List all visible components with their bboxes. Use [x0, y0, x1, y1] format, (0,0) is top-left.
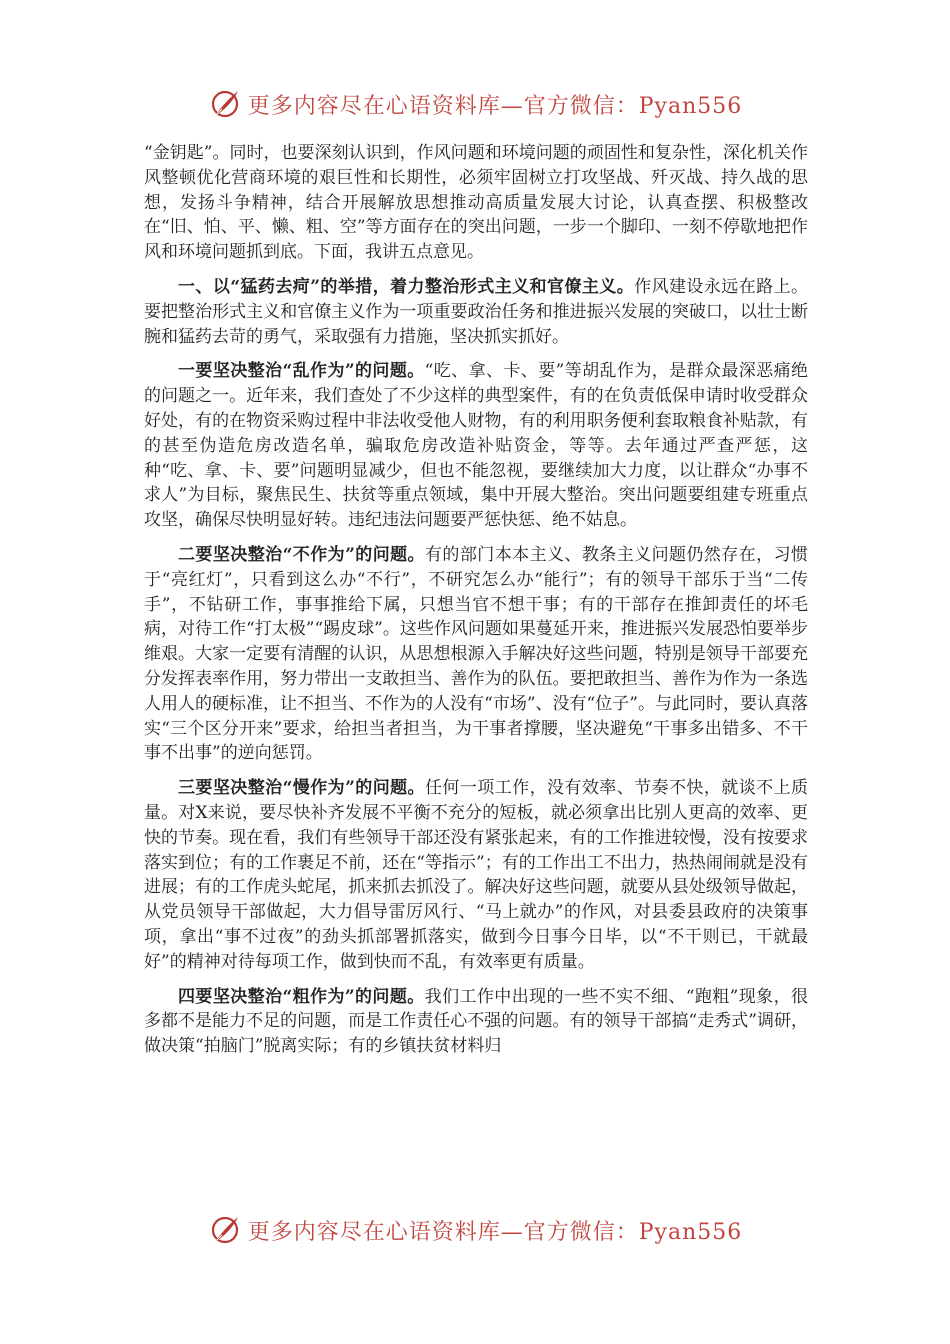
quill-pen-logo-icon [208, 1213, 242, 1247]
paragraph-body: 有的部门本本主义、教条主义问题仍然存在，习惯于“亮红灯”，只看到这么办“不行”，不研究怎么办“能行”；有的领导干部乐于当“二传手”，不钻研工作，事事推给下属，只想当官不想干事；有的干部存在推卸责任的坏毛病，对待工作“打太极”“踢皮球”。这些作风问题如果蔓延开来，推进振兴发展恐怕要举步维艰。大家一定要有清醒的认识，从思想根源入手解决好这些问题，特别是领导干部要充分发挥表率作用，努力带出一支敢担当、善作为的队伍。要把敢担当、善作为作为一条选人用人的硬标准，让不担当、不作为的人没有“市场”、没有“位子”。与此同时，要认真落实“三个区分开来”要求，给担当者担当，为干事者撑腰，坚决避免“干事多出错多、不干事不出事”的逆向惩罚。 [144, 544, 809, 764]
paragraph-2 [144, 359, 808, 533]
quill-pen-logo-icon [208, 87, 242, 121]
paragraph-heading: 二要坚决整治“不作为”的问题。 [178, 544, 425, 565]
paragraph-heading: 一、以“猛药去疴”的举措，着力整治形式主义和官僚主义。 [178, 276, 635, 297]
paragraph-heading: 三要坚决整治“慢作为”的问题。 [178, 778, 425, 799]
paragraph-3 [144, 543, 808, 766]
paragraph-0 [144, 141, 808, 265]
document-body [144, 141, 808, 1069]
header-watermark-text: 更多内容尽在心语资料库—官方微信：Pyan556 [247, 93, 743, 119]
header-watermark-banner [0, 82, 950, 126]
footer-watermark-text: 更多内容尽在心语资料库—官方微信：Pyan556 [247, 1219, 743, 1245]
paragraph-1 [144, 275, 808, 349]
paragraph-body: 我们工作中出现的一些不实不细、“跑粗”现象，很多都不是能力不足的问题，而是工作责任心不强的问题。有的领导干部搞“走秀式”调研，做决策“拍脑门”脱离实际；有的乡镇扶贫材料归 [144, 986, 808, 1057]
paragraph-body: “金钥匙”。同时，也要深刻认识到，作风问题和环境问题的顽固性和复杂性，深化机关作风整顿优化营商环境的艰巨性和长期性，必须牢固树立打攻坚战、歼灭战、持久战的思想，发扬斗争精神，结合开展解放思想推动高质量发展大讨论，认真查摆、积极整改在“旧、怕、平、懒、粗、空”等方面存在的突出问题，一步一个脚印、一刻不停歇地把作风和环境问题抓到底。下面，我讲五点意见。 [144, 143, 808, 263]
paragraph-5 [144, 985, 808, 1059]
paragraph-body: “吃、拿、卡、要”等胡乱作为，是群众最深恶痛绝的问题之一。近年来，我们查处了不少这样的典型案件，有的在负责低保申请时收受群众好处，有的在物资采购过程中非法收受他人财物，有的利用职务便利套取粮食补贴款，有的甚至伪造危房改造名单，骗取危房改造补贴资金，等等。去年通过严查严惩，这种“吃、拿、卡、要”问题明显减少，但也不能忽视，要继续加大力度，以让群众“办事不求人”为目标，聚焦民生、扶贫等重点领域，集中开展大整治。突出问题要组建专班重点攻坚，确保尽快明显好转。违纪违法问题要严惩快惩、绝不姑息。 [144, 361, 808, 531]
footer-watermark-banner [0, 1208, 950, 1252]
paragraph-4 [144, 776, 808, 974]
paragraph-heading: 一要坚决整治“乱作为”的问题。 [178, 361, 425, 382]
paragraph-body: 任何一项工作，没有效率、节奏不快，就谈不上质量。对X来说，要尽快补齐发展不平衡不充分的短板，就必须拿出比别人更高的效率、更快的节奏。现在看，我们有些领导干部还没有紧张起来，有的工作推进较慢，没有按要求落实到位；有的工作裹足不前，还在“等指示”；有的工作出工不出力，热热闹闹就是没有进展；有的工作虎头蛇尾，抓来抓去抓没了。解决好这些问题，就要从县处级领导做起，从党员领导干部做起，大力倡导雷厉风行、“马上就办”的作风，对县委县政府的决策事项，拿出“事不过夜”的劲头抓部署抓落实，做到今日事今日毕，以“不干则已，干就最好”的精神对待每项工作，做到快而不乱，有效率更有质量。 [144, 778, 809, 972]
paragraph-heading: 四要坚决整治“粗作为”的问题。 [178, 986, 425, 1007]
paragraph-body: 作风建设永远在路上。要把整治形式主义和官僚主义作为一项重要政治任务和推进振兴发展的突破口，以壮士断腕和猛药去苛的勇气，采取强有力措施，坚决抓实抓好。 [144, 276, 808, 347]
